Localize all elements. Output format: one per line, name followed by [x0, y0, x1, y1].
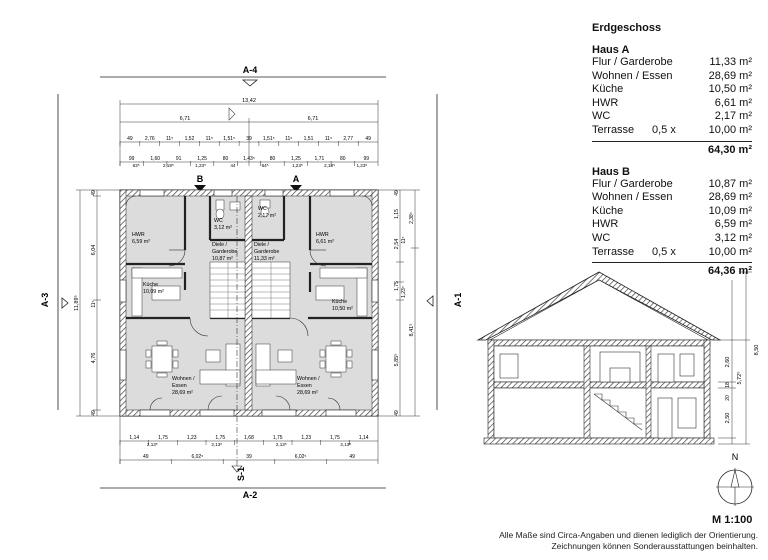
dim-right-1: 8,41⁵ — [409, 323, 415, 337]
dim-bottom-2: 49 — [349, 454, 355, 460]
floor-plan — [40, 65, 463, 500]
area-value: 6,59 m² — [714, 218, 752, 231]
north-label: N — [731, 452, 739, 462]
area-factor — [652, 232, 692, 246]
haus-a-row — [592, 124, 752, 138]
haus-a-row — [592, 97, 752, 111]
room-label-wohnen-b: 28,69 m² — [172, 390, 193, 396]
room-label-hwr-a: 6,61 m² — [316, 239, 334, 245]
area-factor — [673, 70, 705, 84]
haus-a-row — [592, 110, 752, 124]
dim-top-3: 80 — [269, 156, 276, 162]
dim-top-3-sub: 1,23⁵ — [291, 163, 303, 168]
haus-a-title: Haus A — [592, 44, 630, 56]
dim-top-2: 11⁵ — [285, 136, 293, 142]
room-label-diele-b: Diele / — [212, 242, 228, 248]
room-label-wohnen-a: 28,69 m² — [297, 390, 318, 396]
area-value: 28,69 m² — [708, 191, 752, 204]
section-dim-upper: 2,60 — [725, 356, 731, 368]
area-factor — [652, 205, 692, 219]
area-value: 10,87 m² — [708, 177, 752, 190]
room-name: Flur / Garderobe — [592, 177, 673, 190]
area-value: 11,33 m² — [709, 56, 752, 68]
north-arrow — [716, 452, 754, 506]
haus-b-title: Haus B — [592, 165, 630, 178]
dim-top-3-sub: 64⁵ — [261, 163, 269, 168]
dim-bottom-1-sub: 2,13⁵ — [211, 442, 223, 447]
room-name: WC — [592, 110, 611, 123]
room-name: Küche — [592, 204, 624, 217]
dim-half-right: 6,71 — [307, 116, 319, 122]
disclaimer: Alle Maße sind Circa-Angaben und dienen lediglich der Orientierung. Zeichnungen können Sonderausstattungen beinhalten. — [499, 530, 758, 551]
area-value: 10,09 m² — [708, 204, 752, 217]
section-marker-left: A-3 — [40, 292, 50, 308]
area-factor: 0,5 x — [652, 245, 676, 258]
dim-bottom-1: 1,75 — [272, 435, 283, 441]
dim-overall: 13,42 — [242, 98, 256, 104]
dim-left-bottom: 49 — [91, 410, 97, 416]
haus-b-row — [592, 232, 752, 246]
section-title: Erdgeschoss — [592, 22, 662, 34]
dim-top-3: 1,25 — [291, 156, 301, 162]
room-label-wc-b: WC — [214, 218, 223, 224]
room-name: Wohnen / Essen — [592, 191, 673, 204]
room-label-wc-a: WC — [258, 206, 267, 212]
party-wall — [245, 196, 252, 410]
stairs-haus-b — [210, 262, 245, 318]
dim-top-2: 1,52 — [184, 136, 195, 142]
dim-top-3: 99 — [363, 156, 370, 162]
area-factor — [652, 110, 692, 124]
dim-left-lower: 4,76 — [91, 352, 97, 364]
dim-top-3: 1,43⁵ — [243, 156, 255, 162]
room-label-wohnen-a: Wohnen / — [297, 376, 320, 382]
dim-bottom-1-sub: 2,13⁵ — [275, 442, 287, 447]
dim-right-7: 2,38⁵ — [409, 212, 415, 224]
room-label-wc-a: 2,17 m² — [258, 213, 276, 219]
dim-chain-top-2 — [120, 136, 371, 146]
haus-b-row — [592, 191, 752, 205]
scale-label: M 1:100 — [712, 514, 753, 526]
room-label-diele-a: 11,33 m² — [254, 256, 275, 262]
room-name: HWR — [592, 96, 619, 109]
dim-bottom-2: 49 — [143, 454, 149, 460]
room-label-wohnen-b: Wohnen / — [172, 376, 195, 382]
area-value: 10,50 m² — [708, 83, 752, 96]
section-cut-label: S-1 — [236, 466, 246, 482]
dim-top-2: 11⁵ — [205, 136, 213, 142]
dim-left-wall: 11⁵ — [91, 300, 97, 308]
dim-top-2: 1,51⁵ — [262, 136, 275, 142]
haus-a-row — [592, 83, 752, 97]
dim-top-3-sub: 44 — [230, 163, 236, 168]
room-name: Flur / Garderobe — [592, 56, 673, 68]
dim-top-3-sub: 1,23⁵ — [195, 163, 207, 168]
dim-top-3: 99 — [128, 156, 135, 162]
room-name: Terrasse — [592, 123, 635, 136]
haus-a-row — [592, 70, 752, 84]
area-value: 28,69 m² — [708, 69, 752, 82]
dim-right-6: 1,15 — [394, 209, 400, 219]
area-factor — [673, 191, 705, 205]
room-label-kueche-b: 10,09 m² — [143, 289, 164, 295]
dim-bottom-1-sub: 2,13⁵ — [340, 442, 352, 447]
dim-top-2: 2,77 — [343, 136, 354, 142]
dim-top-2: 49 — [365, 136, 371, 142]
haus-b-row — [592, 178, 752, 192]
dim-top-3: 1,25 — [197, 156, 207, 162]
area-value: 6,61 m² — [714, 96, 752, 109]
dim-bottom-2: 39 — [246, 454, 252, 460]
dim-right-10: 49 — [394, 410, 400, 416]
dim-bottom-1-sub: 2,13⁵ — [146, 442, 158, 447]
haus-b-row — [592, 205, 752, 219]
room-label-diele-a: Diele / — [254, 242, 270, 248]
area-value: 10,00 m² — [708, 123, 752, 136]
section-marker-right: A-1 — [453, 292, 463, 308]
area-value: 10,00 m² — [708, 245, 752, 258]
dim-bottom-1: 1,23 — [301, 435, 312, 441]
haus-a-total: 64,30 m² — [707, 143, 752, 156]
area-factor — [673, 178, 705, 192]
dim-chain-bottom-2 — [120, 454, 355, 464]
haus-b-row — [592, 218, 752, 232]
dim-right-8: 11⁵ — [401, 236, 407, 244]
room-label-diele-a: Garderobe — [254, 249, 280, 255]
dim-half-left: 6,71 — [179, 116, 191, 122]
dim-top-2: 11⁵ — [324, 136, 333, 142]
room-label-diele-b: Garderobe — [212, 249, 238, 255]
dim-top-3-sub: 63⁵ — [132, 163, 140, 168]
dim-bottom-1: 1,14 — [129, 435, 140, 441]
haus-a-row — [592, 56, 752, 70]
room-label-kueche-a: Küche — [332, 299, 348, 305]
room-label-hwr-b: HWR — [132, 232, 145, 238]
section-marker-top: A-4 — [242, 65, 258, 75]
room-label-kueche-b: Küche — [143, 282, 159, 288]
area-factor — [652, 97, 692, 111]
dim-bottom-1: 1,75 — [330, 435, 340, 441]
room-label-wc-b: 3,12 m² — [214, 225, 232, 231]
dim-right-5: 1,23⁵ — [401, 286, 407, 298]
dim-top-2: 49 — [127, 136, 133, 142]
room-label-kueche-a: 10,50 m² — [332, 306, 353, 312]
room-name: Wohnen / Essen — [592, 69, 673, 82]
dim-top-3-sub: 2,18⁵ — [162, 163, 174, 168]
area-factor — [652, 83, 692, 97]
dim-right-4: 1,75 — [394, 281, 400, 291]
dim-top-2: 39 — [246, 136, 252, 142]
room-name: WC — [592, 231, 611, 244]
room-label-hwr-a: HWR — [316, 232, 329, 238]
dim-top-3: 1,71 — [314, 156, 325, 162]
section-dim-slab2: 20 — [725, 395, 731, 401]
dim-top-3-sub: 2,18⁵ — [324, 163, 336, 168]
room-label-wohnen-a: Essen — [297, 383, 312, 389]
dim-top-2: 11⁵ — [165, 136, 174, 142]
section-dim-slab1: 18 — [725, 382, 731, 388]
dim-top-2: 2,76 — [144, 136, 155, 142]
room-label-hwr-b: 6,59 m² — [132, 239, 150, 245]
room-label-wohnen-b: Essen — [172, 383, 187, 389]
area-factor: 0,5 x — [652, 123, 676, 136]
dim-bottom-1: 1,75 — [215, 435, 226, 441]
room-name: HWR — [592, 218, 619, 231]
haus-b-total: 64,36 m² — [707, 265, 752, 278]
area-factor — [652, 218, 692, 232]
haus-b-rows — [592, 178, 752, 260]
dim-bottom-2: 6,02⁵ — [294, 454, 307, 460]
dim-bottom-1: 1,75 — [158, 435, 168, 441]
area-value: 2,17 m² — [714, 110, 752, 123]
area-panel — [592, 22, 752, 287]
dim-right-3: 2,54 — [394, 238, 400, 250]
dim-left-top: 49 — [91, 190, 97, 196]
dim-top-2: 1,51⁵ — [223, 136, 236, 142]
haus-b-row — [592, 246, 752, 260]
dim-top-2: 1,51 — [303, 136, 314, 142]
room-name: Küche — [592, 83, 624, 96]
dim-top-3-sub: 1,23⁵ — [356, 163, 368, 168]
dim-left-upper: 6,04 — [91, 244, 97, 256]
dim-top-3: 80 — [340, 156, 346, 162]
dim-bottom-1: 1,23 — [186, 435, 197, 441]
room-label-diele-b: 10,87 m² — [212, 256, 233, 262]
house-marker-b: B — [196, 174, 204, 184]
room-name: Terrasse — [592, 245, 635, 258]
section-dim-lower: 2,50 — [725, 412, 731, 424]
dim-top-3: 80 — [222, 156, 229, 162]
section-view — [478, 272, 760, 444]
area-value: 3,12 m² — [714, 231, 752, 244]
dim-left-total: 11,89⁵ — [74, 295, 80, 311]
dim-right-2: 5,85⁵ — [394, 353, 400, 367]
house-marker-a: A — [292, 174, 300, 184]
dim-bottom-1: 1,14 — [358, 435, 369, 441]
haus-a-rows — [592, 56, 752, 138]
section-dim-total: 8,50 — [754, 344, 760, 356]
section-dim-mid: 5,72⁵ — [737, 371, 743, 385]
dim-bottom-1: 1,68 — [244, 435, 254, 441]
section-marker-bottom: A-2 — [242, 490, 258, 500]
dim-top-3: 1,60 — [150, 156, 161, 162]
area-factor — [673, 56, 705, 70]
dim-bottom-2: 6,02⁵ — [191, 454, 204, 460]
dim-top-3: 91 — [175, 156, 182, 162]
dim-right-9: 49 — [394, 190, 400, 196]
